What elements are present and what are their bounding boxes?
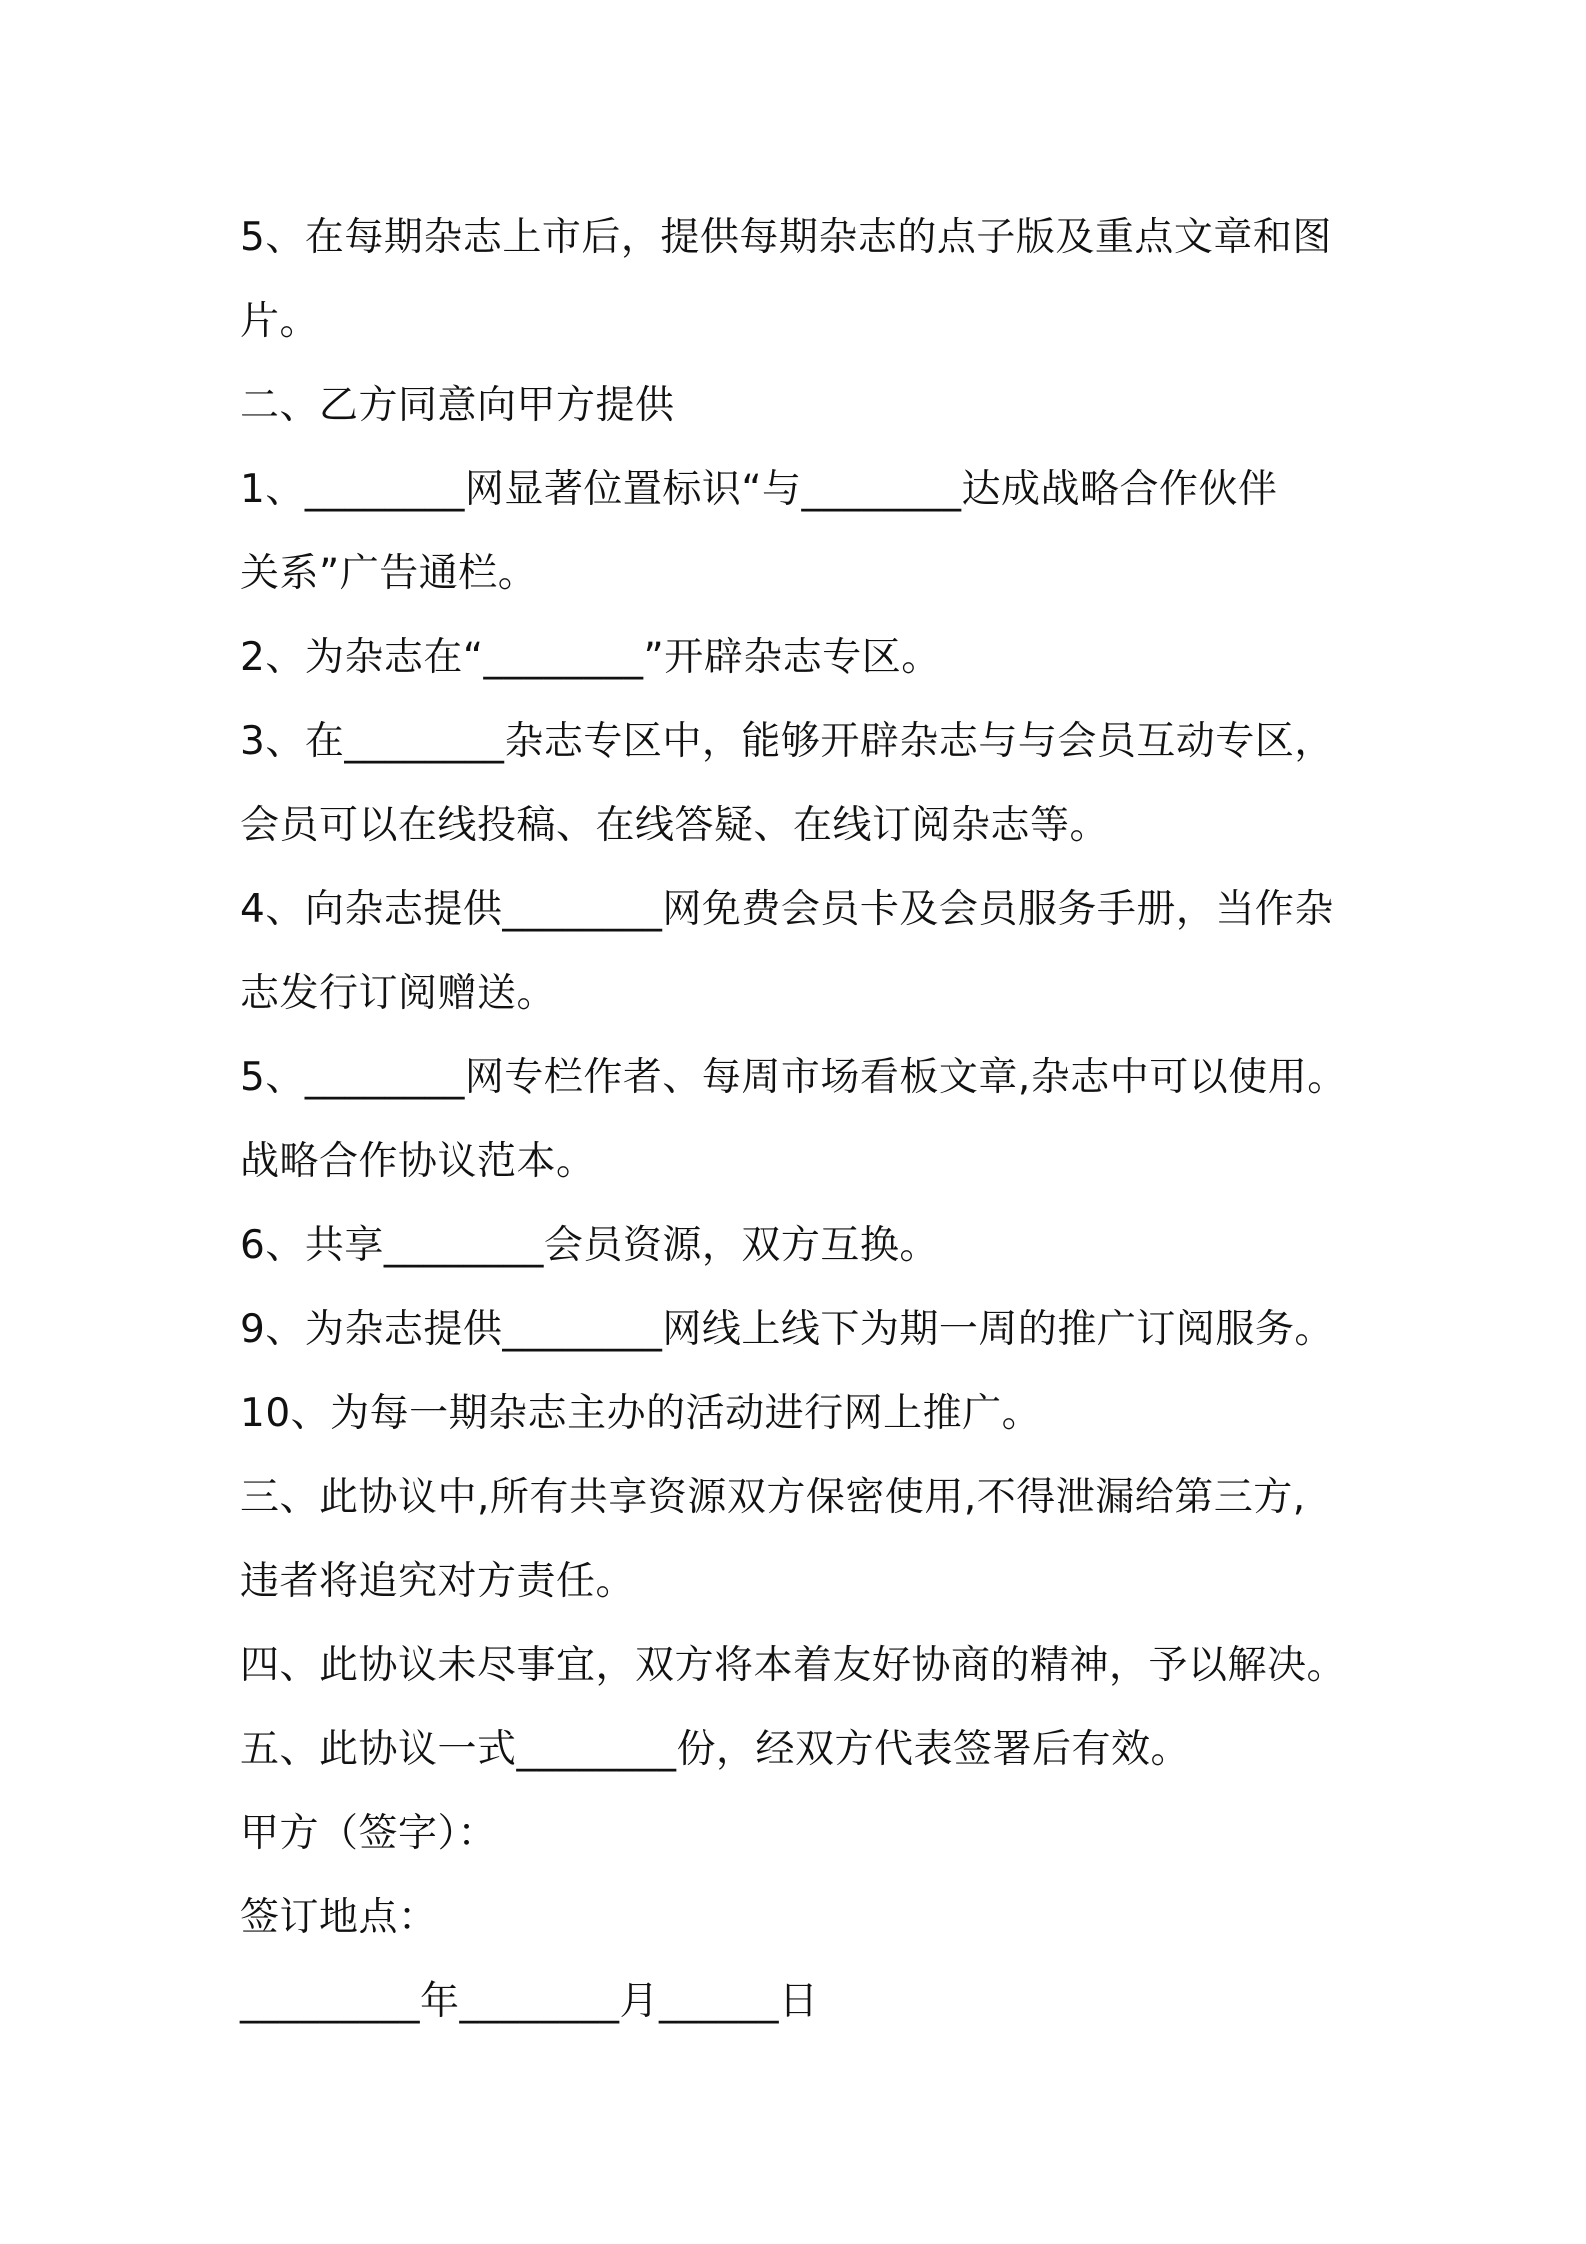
section-4: 四、此协议未尽事宜，双方将本着友好协商的精神，予以解决。 xyxy=(240,1643,1347,1688)
item-6: 6、共享________会员资源，双方互换。 xyxy=(240,1223,939,1268)
item-3-line-1: 3、在________杂志专区中，能够开辟杂志与与会员互动专区， xyxy=(240,719,1334,764)
item-3-line-2: 会员可以在线投稿、在线答疑、在线订阅杂志等。 xyxy=(240,803,1110,848)
item-10: 10、为每一期杂志主办的活动进行网上推广。 xyxy=(240,1391,1042,1436)
item-5-line-1: 5、________网专栏作者、每周市场看板文章,杂志中可以使用。 xyxy=(240,1055,1347,1100)
item-5-line-2: 战略合作协议范本。 xyxy=(240,1139,596,1184)
section-2-heading: 二、乙方同意向甲方提供 xyxy=(240,383,675,428)
signing-date-line: _________年________月______日 xyxy=(240,1979,819,2024)
section-5: 五、此协议一式________份，经双方代表签署后有效。 xyxy=(240,1727,1191,1772)
party-a-signature-label: 甲方（签字）： xyxy=(240,1811,498,1856)
item-4-line-2: 志发行订阅赠送。 xyxy=(240,971,557,1016)
item-4-line-1: 4、向杂志提供________网免费会员卡及会员服务手册，当作杂 xyxy=(240,887,1334,932)
item-1-line-1: 1、________网显著位置标识“与________达成战略合作伙伴 xyxy=(240,467,1278,512)
clause-5-line-1: 5、在每期杂志上市后，提供每期杂志的点子版及重点文章和图 xyxy=(240,215,1332,260)
item-2: 2、为杂志在“________”开辟杂志专区。 xyxy=(240,635,941,680)
section-3-line-2: 违者将追究对方责任。 xyxy=(240,1559,636,1604)
item-9: 9、为杂志提供________网线上线下为期一周的推广订阅服务。 xyxy=(240,1307,1334,1352)
clause-5-line-2: 片。 xyxy=(240,299,320,344)
item-1-line-2: 关系”广告通栏。 xyxy=(240,551,538,596)
document-body xyxy=(240,196,1360,2044)
signing-location-label: 签订地点： xyxy=(240,1895,438,1940)
section-3-line-1: 三、此协议中,所有共享资源双方保密使用,不得泄漏给第三方, xyxy=(240,1475,1306,1520)
